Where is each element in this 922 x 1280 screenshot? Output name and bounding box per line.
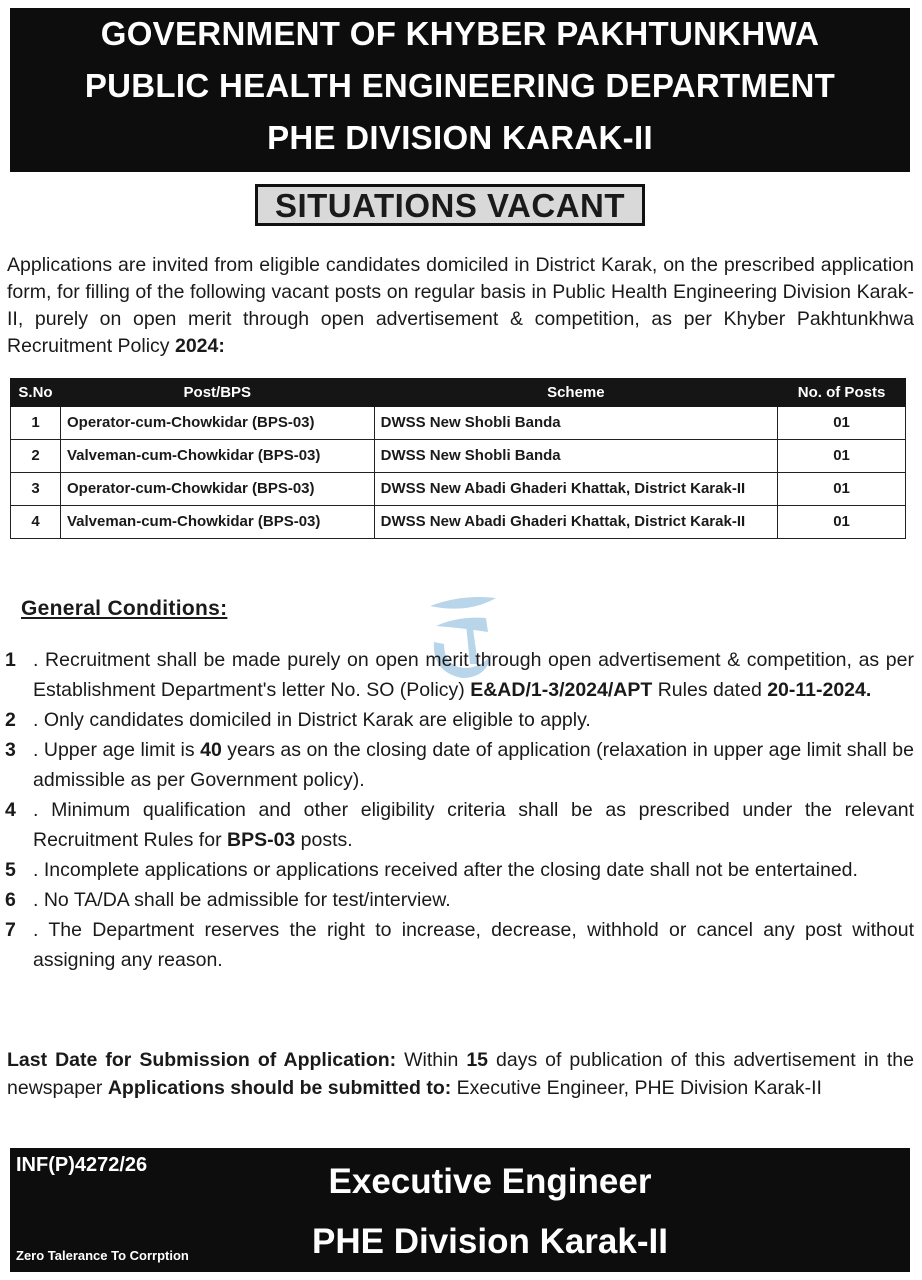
cell-post: Operator-cum-Chowkidar (BPS-03) [60, 407, 374, 440]
cell-post: Operator-cum-Chowkidar (BPS-03) [60, 473, 374, 506]
item-text: Rules dated [652, 679, 768, 701]
table-header-row [11, 379, 906, 407]
cell-sno: 3 [11, 473, 61, 506]
conditions-list [5, 645, 914, 975]
item-number: 4 [5, 799, 16, 821]
item-number: 1 [5, 649, 16, 671]
header-line-1: GOVERNMENT OF KHYBER PAKHTUNKHWA [100, 15, 820, 52]
item-bold: BPS-03 [226, 829, 296, 851]
list-item [5, 885, 914, 915]
list-item [5, 735, 914, 795]
page-title: SITUATIONS VACANT [255, 184, 645, 226]
item-number: 3 [5, 739, 16, 761]
header-line-2: PUBLIC HEALTH ENGINEERING DEPARTMENT [84, 67, 836, 104]
table-row [11, 440, 906, 473]
item-number: 7 [5, 919, 16, 941]
item-text: . Only candidates domiciled in District Karak are eligible to apply. [33, 709, 591, 731]
item-number: 6 [5, 889, 16, 911]
table-row [11, 407, 906, 440]
intro-year: 2024: [174, 335, 225, 357]
col-header-post: Post/BPS [60, 379, 374, 407]
cell-posts: 01 [778, 407, 906, 440]
item-number: 2 [5, 709, 16, 731]
last-date-days: 15 [466, 1049, 489, 1071]
submit-to-text: Executive Engineer, PHE Division Karak-II [451, 1077, 822, 1099]
list-item [5, 705, 914, 735]
cell-scheme: DWSS New Shobli Banda [374, 440, 777, 473]
cell-posts: 01 [778, 473, 906, 506]
posts-table [10, 378, 906, 539]
header-line-3: PHE DIVISION KARAK-II [267, 119, 653, 156]
reference-number: INF(P)4272/26 [16, 1154, 148, 1176]
cell-scheme: DWSS New Abadi Ghaderi Khattak, District Karak-II [374, 473, 777, 506]
list-item [5, 855, 914, 885]
item-text: years as on the closing date of application (relaxation in upper age limit shall be admissible as per Government policy). [33, 739, 914, 791]
table-row [11, 473, 906, 506]
col-header-posts: No. of Posts [778, 379, 906, 407]
item-bold: 20-11-2024. [767, 679, 872, 701]
submit-to-label: Applications should be submitted to: [107, 1077, 452, 1099]
footer-motto: Zero Talerance To Corrption [16, 1248, 189, 1263]
signatory-title: Executive Engineer [328, 1162, 652, 1201]
cell-scheme: DWSS New Shobli Banda [374, 407, 777, 440]
last-date-paragraph [7, 1046, 914, 1102]
intro-text: Applications are invited from eligible candidates domiciled in District Karak, on the prescribed application form, for filling of the following vacant posts on regular basis in Public Health Engineering Division Karak-II, purely on open merit through open advertisement & competition, as per Khyber Pakhtunkhwa Recruitment Policy [7, 254, 914, 357]
signatory-office: PHE Division Karak-II [312, 1222, 668, 1261]
item-text: . Upper age limit is [33, 739, 201, 761]
col-header-sno: S.No [11, 379, 61, 407]
list-item [5, 915, 914, 975]
last-date-text: Within [396, 1049, 467, 1071]
list-item [5, 645, 914, 705]
cell-post: Valveman-cum-Chowkidar (BPS-03) [60, 440, 374, 473]
item-text: . The Department reserves the right to increase, decrease, withhold or cancel any post without assigning any reason. [33, 919, 914, 971]
table-row [11, 506, 906, 539]
item-bold: 40 [200, 739, 222, 761]
last-date-label: Last Date for Submission of Application: [7, 1049, 397, 1071]
cell-sno: 1 [11, 407, 61, 440]
footer-banner [10, 1148, 910, 1272]
item-text: . Recruitment shall be made purely on open merit through open advertisement & competition, as per Establishment Department's letter No. SO (Policy) [33, 649, 914, 701]
col-header-scheme: Scheme [374, 379, 777, 407]
cell-post: Valveman-cum-Chowkidar (BPS-03) [60, 506, 374, 539]
item-text: posts. [295, 829, 353, 851]
item-number: 5 [5, 859, 16, 881]
cell-posts: 01 [778, 506, 906, 539]
cell-sno: 4 [11, 506, 61, 539]
item-text: . Incomplete applications or applications received after the closing date shall not be entertained. [33, 859, 858, 881]
last-date-text: days of publication of this advertisement in the newspaper [7, 1049, 914, 1099]
item-text: . No TA/DA shall be admissible for test/interview. [33, 889, 451, 911]
header-banner [10, 8, 910, 172]
cell-sno: 2 [11, 440, 61, 473]
cell-posts: 01 [778, 440, 906, 473]
conditions-title: General Conditions: [21, 597, 228, 620]
item-text: . Minimum qualification and other eligibility criteria shall be as prescribed under the relevant Recruitment Rules for [33, 799, 914, 851]
item-bold: E&AD/1-3/2024/APT [470, 679, 653, 701]
cell-scheme: DWSS New Abadi Ghaderi Khattak, District Karak-II [374, 506, 777, 539]
intro-paragraph [7, 252, 914, 360]
list-item [5, 795, 914, 855]
